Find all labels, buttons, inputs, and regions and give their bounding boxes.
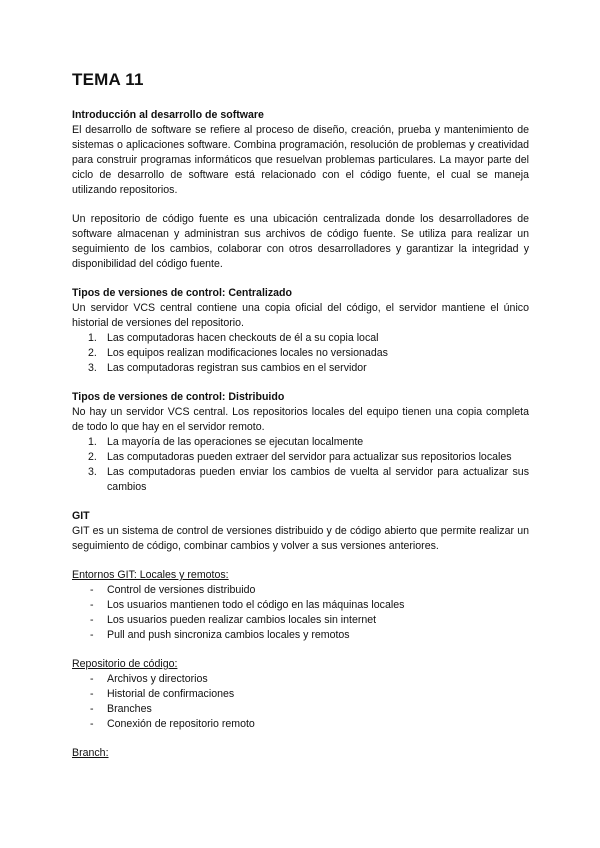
list-marker: - (90, 614, 94, 626)
repositorio-heading: Repositorio de código: (72, 658, 178, 670)
list-item (72, 435, 529, 450)
list-marker: 1. (88, 436, 97, 448)
list-marker: - (90, 584, 94, 596)
page-title: TEMA 11 (72, 70, 144, 89)
list-item-text: Los usuarios mantienen todo el código en las máquinas locales (107, 599, 405, 611)
list-item (72, 598, 529, 613)
list-marker: - (90, 718, 94, 730)
list-marker: - (90, 703, 94, 715)
intro-paragraph-1: El desarrollo de software se refiere al proceso de diseño, creación, prueba y mantenimiento de sistemas o aplicaciones software. Combina programación, resolución de problemas y creatividad para construir programas informáticos que resuelvan problemas particulares. La mayor parte del ciclo de desarrollo de software está relacionado con el código fuente, el cual se maneja utilizando repositorios. (72, 124, 529, 196)
list-marker: - (90, 599, 94, 611)
list-item (72, 717, 529, 732)
list-item-text: Las computadoras hacen checkouts de él a su copia local (107, 332, 379, 344)
list-item (72, 361, 529, 376)
list-item (72, 450, 529, 465)
list-marker: - (90, 688, 94, 700)
list-item-text: Historial de confirmaciones (107, 688, 235, 700)
list-item (72, 465, 529, 495)
entornos-heading: Entornos GIT: Locales y remotos: (72, 569, 229, 581)
list-item-text: Pull and push sincroniza cambios locales y remotos (107, 629, 350, 641)
centralizado-list (72, 331, 529, 376)
git-heading: GIT (72, 510, 90, 522)
branch-heading: Branch: (72, 747, 109, 759)
list-item (72, 346, 529, 361)
list-item-text: Branches (107, 703, 152, 715)
git-paragraph: GIT es un sistema de control de versiones distribuido y de código abierto que permite realizar un seguimiento de código, combinar cambios y volver a sus versiones anteriores. (72, 525, 529, 552)
list-item (72, 672, 529, 687)
list-item-text: Las computadoras pueden extraer del servidor para actualizar sus repositorios locales (107, 451, 512, 463)
list-item-text: Los usuarios pueden realizar cambios locales sin internet (107, 614, 377, 626)
list-item-text: Los equipos realizan modificaciones locales no versionadas (107, 347, 388, 359)
list-marker: 3. (88, 466, 97, 478)
centralizado-heading: Tipos de versiones de control: Centralizado (72, 287, 292, 299)
list-item (72, 628, 529, 643)
list-item (72, 702, 529, 717)
intro-paragraph-2: Un repositorio de código fuente es una ubicación centralizada donde los desarrolladores de software almacenan y administran sus archivos de código fuente. Se utiliza para realizar un seguimiento de los cambios, colaborar con otros desarrolladores y garantizar la integridad y disponibilidad del código fuente. (72, 213, 529, 270)
list-marker: 1. (88, 332, 97, 344)
distribuido-paragraph: No hay un servidor VCS central. Los repositorios locales del equipo tienen una copia completa de todo lo que hay en el servidor remoto. (72, 406, 529, 433)
list-marker: 2. (88, 347, 97, 359)
list-item-text: Las computadoras pueden enviar los cambios de vuelta al servidor para actualizar sus cambios (107, 466, 529, 493)
list-item (72, 687, 529, 702)
list-marker: 2. (88, 451, 97, 463)
distribuido-list (72, 435, 529, 495)
centralizado-paragraph: Un servidor VCS central contiene una copia oficial del código, el servidor mantiene el único historial de versiones del repositorio. (72, 302, 529, 329)
list-item-text: Las computadoras registran sus cambios en el servidor (107, 362, 367, 374)
list-item-text: Conexión de repositorio remoto (107, 718, 255, 730)
list-item-text: Archivos y directorios (107, 673, 208, 685)
list-item-text: La mayoría de las operaciones se ejecutan localmente (107, 436, 364, 448)
distribuido-heading: Tipos de versiones de control: Distribuido (72, 391, 285, 403)
document-page (72, 70, 529, 761)
list-marker: 3. (88, 362, 97, 374)
entornos-list (72, 583, 529, 643)
list-marker: - (90, 673, 94, 685)
list-item (72, 583, 529, 598)
repositorio-list (72, 672, 529, 732)
list-item (72, 613, 529, 628)
list-item (72, 331, 529, 346)
intro-heading: Introducción al desarrollo de software (72, 109, 264, 121)
list-item-text: Control de versiones distribuido (107, 584, 256, 596)
list-marker: - (90, 629, 94, 641)
